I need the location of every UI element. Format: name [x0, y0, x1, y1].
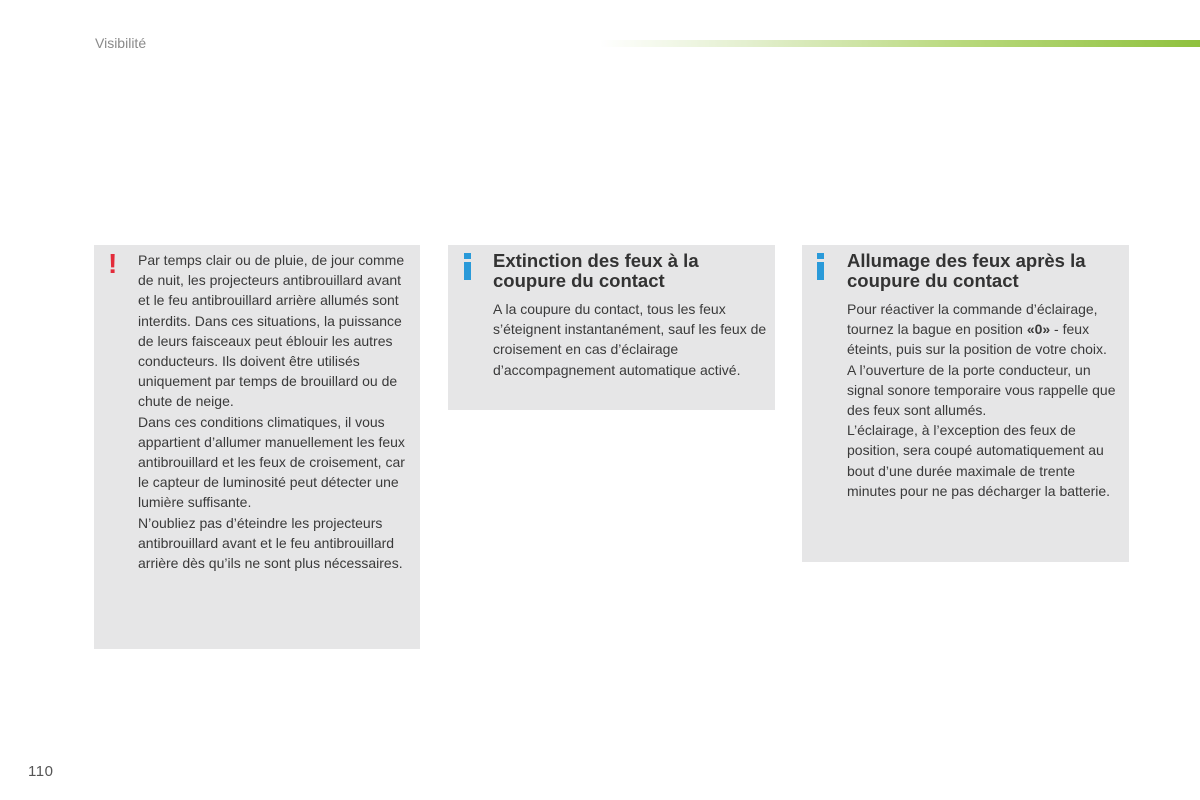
position-label: «0»: [1026, 321, 1051, 338]
info-text-segment: Pour réactiver la commande d’éclairage, tournez la bague en position: [847, 301, 1098, 338]
info-text-segment: - feux éteints, puis sur la position de votre choix.: [847, 321, 1107, 358]
warning-paragraph: Dans ces conditions climatiques, il vous appartient d’allumer manuellement les feux antibrouillard et les feux de croisement, car le capteur de luminosité peut détecter une lumière suffisante.: [138, 413, 405, 511]
info-paragraph: A l’ouverture de la porte conducteur, un signal sonore temporaire vous rappelle que des feux sont allumés.: [847, 361, 1116, 419]
info-paragraph: L’éclairage, à l’exception des feux de position, sera coupé automatiquement au bout d’une durée maximale de trente minutes pour ne pas décharger la batterie.: [847, 422, 1111, 499]
info-box-heading: Allumage des feux après la coupure du contact: [847, 250, 1086, 291]
info-paragraph: A la coupure du contact, tous les feux s’éteignent instantanément, sauf les feux de croisement en cas d’éclairage d’accompagnement automatique activé.: [493, 301, 767, 378]
info-box-light-on: [802, 245, 1129, 562]
warning-text: [138, 250, 412, 573]
info-box-text: [847, 299, 1121, 501]
warning-paragraph: Par temps clair ou de pluie, de jour comme de nuit, les projecteurs antibrouillard avant et le feu antibrouillard arrière allumés sont interdits. Dans ces situations, la puissance de leurs faisceaux peut éblouir les autres conducteurs. Ils doivent être utilisés uniquement par temps de brouillard ou de chute de neige.: [138, 252, 405, 410]
info-icon: [464, 253, 471, 280]
info-icon: [817, 253, 824, 280]
info-box-heading: Extinction des feux à la coupure du contact: [493, 250, 699, 291]
info-paragraph: [847, 299, 1121, 360]
warning-box: [94, 245, 420, 649]
section-title: Visibilité: [95, 35, 147, 51]
header-accent-bar: [600, 40, 1200, 47]
page-number: 110: [28, 763, 54, 780]
info-box-light-off: [448, 245, 775, 410]
info-box-text: [493, 299, 767, 380]
exclamation-icon: !: [108, 248, 118, 279]
warning-paragraph: N’oubliez pas d’éteindre les projecteurs antibrouillard avant et le feu antibrouillard arrière dès qu’ils ne sont plus nécessaires.: [138, 514, 403, 572]
